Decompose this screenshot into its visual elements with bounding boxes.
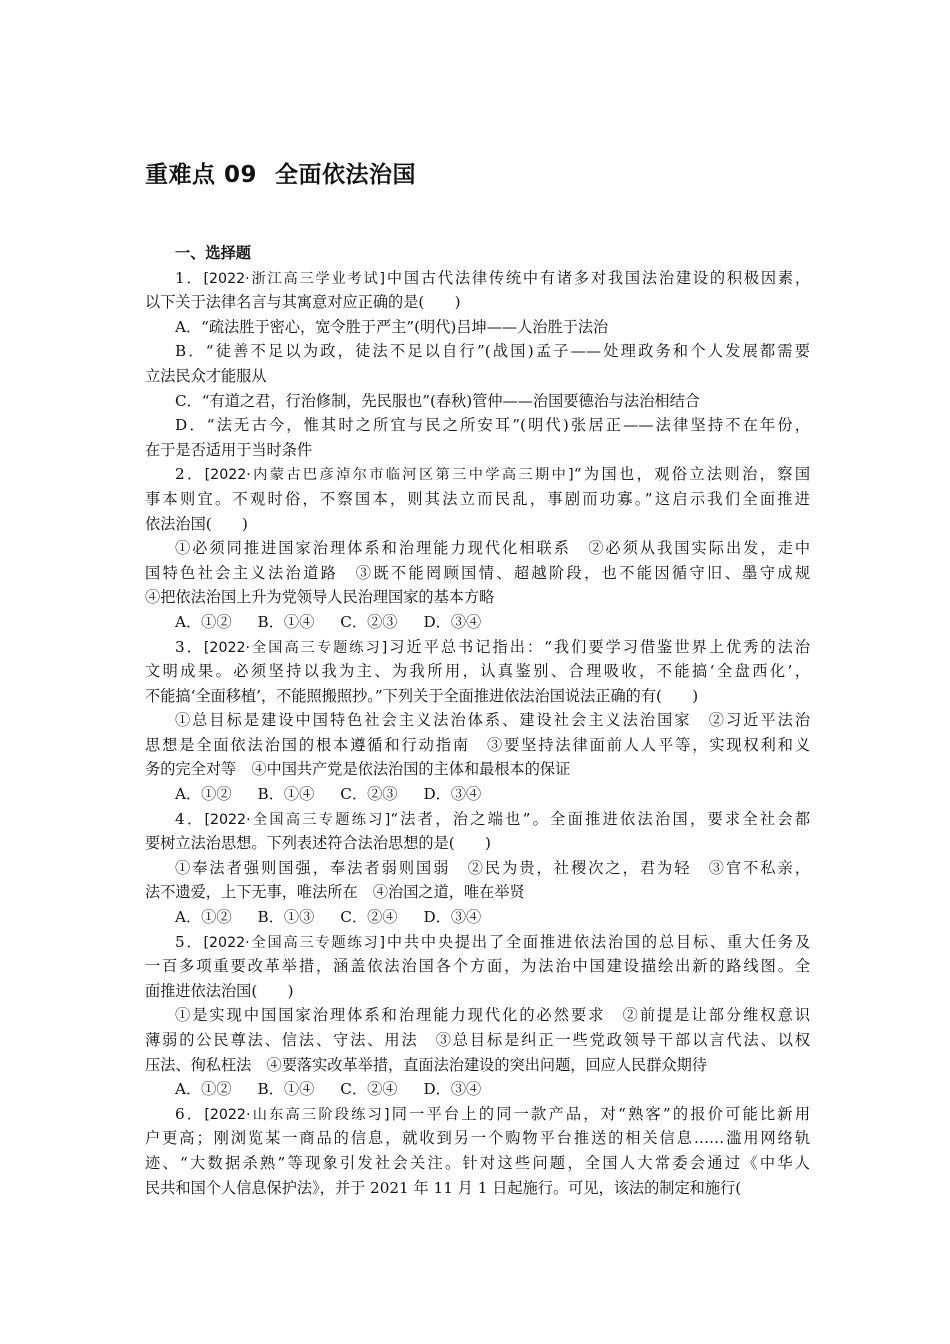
statement-line: 务的完全对等 ④中国共产党是依法治国的主体和最根本的保证 (145, 760, 571, 779)
statement-line: 薄弱的公民尊法、信法、守法、用法 ③总目标是纠正一些党政领导干部以言代法、以权 (145, 1031, 810, 1049)
answer-a: A．①② (175, 612, 232, 631)
title-prefix: 重难点 09 (145, 162, 258, 188)
question-stem-line: 2．[2022·内蒙古巴彦淖尔市临河区第三中学高三期中]“为国也，观俗立法则治，察国 (175, 465, 810, 484)
question-stem-line: 5．[2022·全国高三专题练习]中共中央提出了全面推进依法治国的总目标、重大任务及 (175, 932, 810, 951)
statement-line: ④把依法治国上升为党领导人民治理国家的基本方略 (145, 588, 495, 607)
answer-c: C．②③ (340, 612, 398, 631)
option-d-cont: 在于是否适用于当时条件 (145, 440, 313, 459)
question-3 (145, 635, 810, 807)
question-1 (145, 266, 810, 463)
question-5 (145, 930, 810, 1102)
question-stem-line: 面推进依法治国( ) (145, 981, 294, 1000)
question-6 (145, 1102, 810, 1200)
section-heading: 一、选择题 (175, 244, 251, 262)
answer-b: B．①④ (257, 1080, 315, 1099)
statement-line: 压法、徇私枉法 ④要落实改革举措，直面法治建设的突出问题，回应人民群众期待 (145, 1055, 707, 1074)
answer-b: B．①④ (257, 785, 315, 804)
question-stem-line: 迹、“大数据杀熟”等现象引发社会关注。针对这些问题，全国人大常委会通过《中华人 (145, 1153, 810, 1172)
answer-a: A．①② (175, 785, 232, 804)
answer-c: C．②④ (340, 1080, 398, 1099)
question-source: [2022·山东高三阶段练习] (204, 1106, 390, 1123)
answer-d: D．③④ (423, 1080, 482, 1099)
statement-line: ①必须同推进国家治理体系和治理能力现代化相联系 ②必须从我国实际出发，走中 (175, 539, 810, 558)
question-source: [2022·浙江高三学业考试] (203, 270, 385, 287)
question-stem-line: 户更高；刚浏览某一商品的信息，就收到另一个购物平台推送的相关信息……滥用网络轨 (145, 1129, 810, 1148)
answer-a: A．①② (175, 1080, 232, 1099)
title-main: 全面依法治国 (275, 162, 417, 188)
question-stem-line: 一百多项重要改革举措，涵盖依法治国各个方面，为法治中国建设描绘出新的路线图。全 (145, 957, 810, 976)
answer-b: B．①③ (257, 908, 315, 927)
answer-c: C．②③ (340, 785, 398, 804)
option-d: D．“法无古今，惟其时之所宜与民之所安耳”(明代)张居正——法律坚持不在年份， (175, 416, 810, 435)
question-4 (145, 807, 810, 930)
option-a: A．“疏法胜于密心，宽令胜于严主”(明代)吕坤——人治胜于法治 (175, 317, 609, 336)
answer-options (145, 610, 810, 635)
question-stem-line: 要树立法治思想。下列表述符合法治思想的是( ) (145, 834, 491, 853)
statement-line: ①是实现中国国家治理体系和治理能力现代化的必然要求 ②前提是让部分维权意识 (175, 1006, 810, 1025)
answer-a: A．①② (175, 908, 232, 927)
question-source: [2022·全国高三专题练习] (203, 639, 388, 656)
page-title (145, 156, 416, 189)
question-stem-line: 文明成果。必须坚持以我为主、为我所用，认真鉴别、合理吸收，不能搞‘全盘西化’， (145, 662, 810, 681)
question-stem-line: 以下关于法律名言与其寓意对应正确的是( ) (145, 293, 461, 312)
question-stem-line: 事本则宜。不观时俗，不察国本，则其法立而民乱，事剧而功寡。”这启示我们全面推进 (145, 489, 810, 508)
statement-line: 法不遗爱，上下无事，唯法所在 ④治国之道，唯在举贤 (145, 883, 525, 902)
question-stem-line: 4．[2022·全国高三专题练习]“法者，治之端也”。全面推进依法治国，要求全社会都 (175, 809, 810, 828)
question-stem-line: 依法治国( ) (145, 514, 248, 533)
question-stem-line: 1．[2022·浙江高三学业考试]中国古代法律传统中有诸多对我国法治建设的积极因素， (175, 268, 810, 287)
answer-d: D．③④ (423, 908, 482, 927)
question-stem-line: 民共和国个人信息保护法》，并于 2021 年 11 月 1 日起施行。可见，该法的制定和施行( (145, 1178, 742, 1197)
answer-options (145, 782, 810, 807)
option-c: C．“有道之君，行治修制，先民服也”(春秋)管仲——治国要德治与法治相结合 (175, 391, 700, 410)
statement-line: 国特色社会主义法治道路 ③既不能罔顾国情、超越阶段，也不能因循守旧、墨守成规 (145, 563, 810, 582)
statement-line: 思想是全面依法治国的根本遵循和行动指南 ③要坚持法律面前人人平等，实现权利和义 (145, 735, 810, 754)
answer-d: D．③④ (423, 612, 482, 631)
answer-d: D．③④ (423, 785, 482, 804)
statement-line: ①奉法者强则国强，奉法者弱则国弱 ②民为贵，社稷次之，君为轻 ③官不私亲， (175, 858, 810, 877)
question-stem-line: 3．[2022·全国高三专题练习]习近平总书记指出：“我们要学习借鉴世界上优秀的法治 (175, 637, 810, 656)
answer-b: B．①④ (257, 612, 315, 631)
question-source: [2022·全国高三专题练习] (203, 934, 385, 951)
answer-options (145, 1077, 810, 1102)
question-source: [2022·内蒙古巴彦淖尔市临河区第三中学高三期中] (204, 467, 574, 484)
question-stem-line: 6．[2022·山东高三阶段练习]同一平台上的同一款产品，对“熟客”的报价可能比新用 (175, 1104, 810, 1123)
option-b-cont: 立法民众才能服从 (145, 366, 267, 385)
question-2 (145, 462, 810, 634)
statement-line: ①总目标是建设中国特色社会主义法治体系、建设社会主义法治国家 ②习近平法治 (175, 711, 810, 730)
content (145, 241, 810, 1200)
option-b: B．“徒善不足以为政，徒法不足以自行”(战国)孟子——处理政务和个人发展都需要 (175, 342, 810, 361)
answer-c: C．②④ (340, 908, 398, 927)
question-stem-line: 不能搞‘全面移植’，不能照搬照抄。”下列关于全面推进依法治国说法正确的有( ) (145, 686, 699, 705)
answer-options (145, 905, 810, 930)
question-source: [2022·全国高三专题练习] (204, 811, 391, 828)
